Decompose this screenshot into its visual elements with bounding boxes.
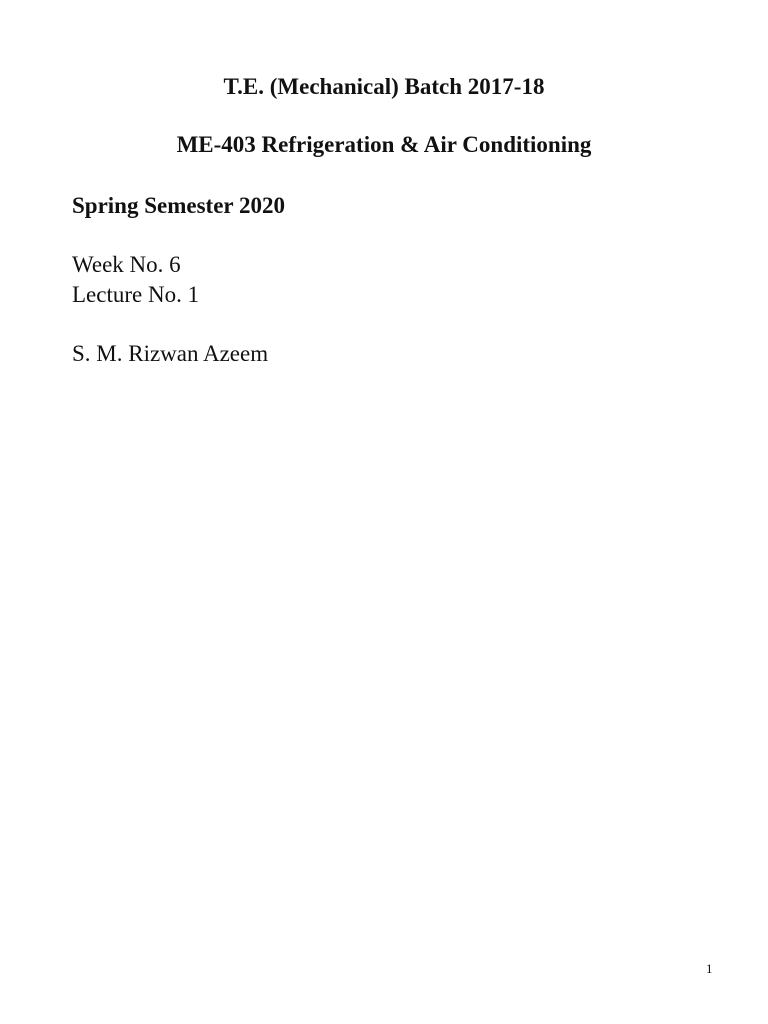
author-name: S. M. Rizwan Azeem xyxy=(72,341,269,366)
course-title: ME-403 Refrigeration & Air Conditioning xyxy=(176,132,592,157)
batch-title: T.E. (Mechanical) Batch 2017-18 xyxy=(223,74,545,99)
page-number: 1 xyxy=(706,961,713,976)
lecture-number: Lecture No. 1 xyxy=(72,282,200,307)
semester-heading: Spring Semester 2020 xyxy=(72,193,285,218)
week-number: Week No. 6 xyxy=(72,252,181,277)
